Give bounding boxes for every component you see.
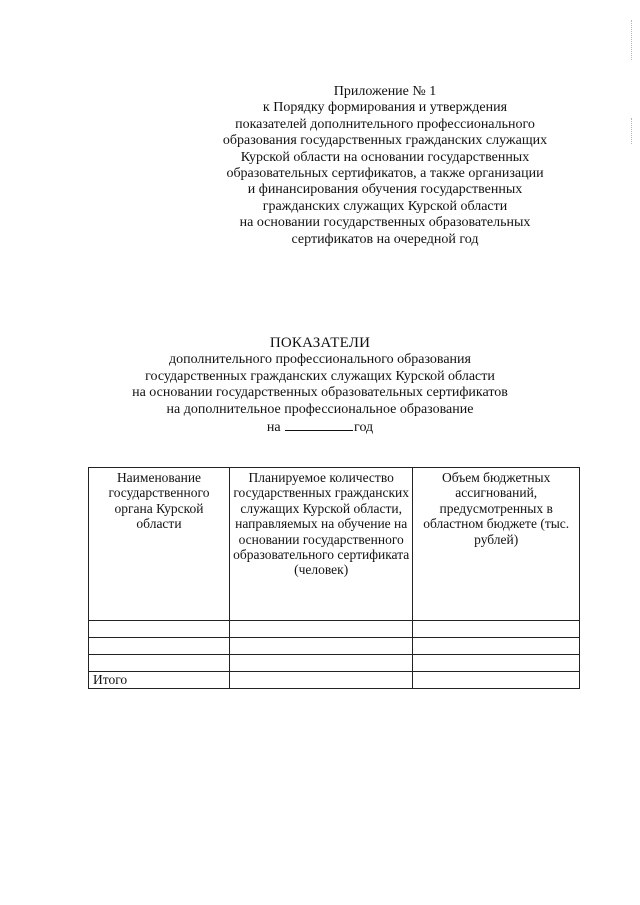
appendix-line: сертификатов на очередной год xyxy=(291,231,479,247)
table-cell xyxy=(413,672,580,689)
table-cell xyxy=(229,638,412,655)
appendix-line: образования государственных гражданских служащих xyxy=(222,133,548,149)
header-budget-amount: Объем бюджетных ассигнований, предусмотренных в областном бюджете (тыс. рублей) xyxy=(413,468,580,621)
appendix-line: показателей дополнительного профессионального xyxy=(235,116,535,132)
table-cell xyxy=(89,638,230,655)
total-label: Итого xyxy=(89,672,230,689)
appendix-line: к Порядку формирования и утверждения xyxy=(262,100,508,116)
title-line: на основании государственных образовательных сертификатов xyxy=(132,385,508,401)
table-row xyxy=(89,655,580,672)
year-prefix: на xyxy=(266,420,281,436)
document-title xyxy=(100,334,540,437)
header-authority-name: Наименование государственного органа Курской области xyxy=(89,468,230,621)
table-header-row xyxy=(89,468,580,621)
table-cell xyxy=(89,655,230,672)
appendix-line: и финансирования обучения государственных xyxy=(247,182,523,198)
table-total-row xyxy=(89,672,580,689)
indicators-table xyxy=(88,467,580,689)
table-cell xyxy=(229,672,412,689)
title-line: дополнительного профессионального образования xyxy=(169,352,471,367)
table-cell xyxy=(413,655,580,672)
table-cell xyxy=(413,621,580,638)
table-row xyxy=(89,621,580,638)
table-cell xyxy=(89,621,230,638)
table-cell xyxy=(413,638,580,655)
table-cell xyxy=(229,621,412,638)
scan-artifact xyxy=(631,20,634,60)
year-line xyxy=(100,418,540,437)
title-heading: ПОКАЗАТЕЛИ xyxy=(269,335,371,351)
table-cell xyxy=(229,655,412,672)
scan-artifact xyxy=(631,118,634,144)
title-line: государственных гражданских служащих Курской области xyxy=(145,368,495,384)
year-blank-field xyxy=(285,418,353,431)
appendix-line: образовательных сертификатов, а также организации xyxy=(226,166,544,182)
appendix-line: гражданских служащих Курской области xyxy=(262,198,508,214)
table-row xyxy=(89,638,580,655)
appendix-line: Приложение № 1 xyxy=(333,84,437,99)
appendix-reference xyxy=(200,84,570,248)
appendix-line: на основании государственных образовательных xyxy=(239,215,531,231)
year-suffix: год xyxy=(354,420,374,436)
title-line: на дополнительное профессиональное образование xyxy=(166,401,474,417)
header-planned-count: Планируемое количество государственных гражданских служащих Курской области, направляемых на обучение на основании государственного образовательного сертификата (человек) xyxy=(229,468,412,621)
appendix-line: Курской области на основании государственных xyxy=(240,149,530,165)
